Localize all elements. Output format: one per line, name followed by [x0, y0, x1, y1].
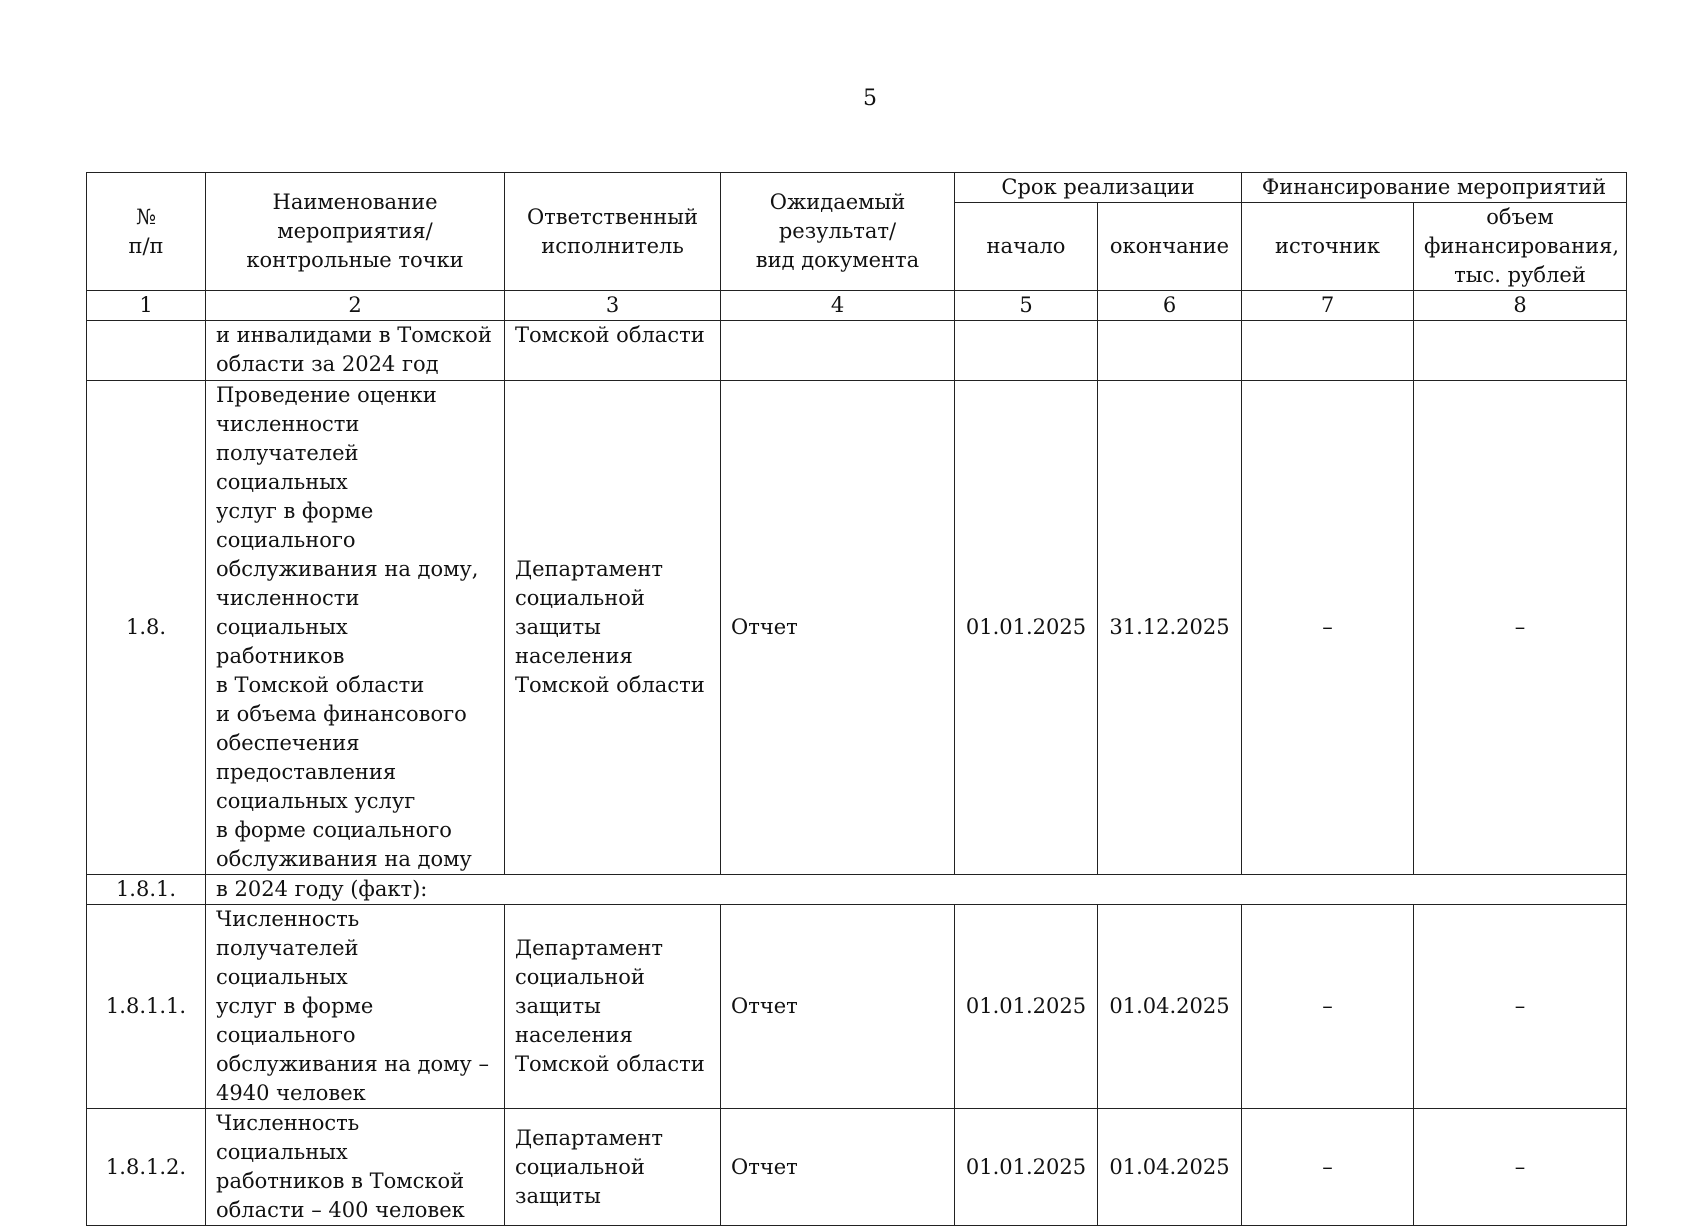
- row-start: 01.01.2025: [955, 905, 1098, 1109]
- activity-plan-table: [86, 172, 1627, 1226]
- table-row: [87, 1109, 1627, 1226]
- row-end: [1098, 321, 1242, 381]
- row-executor: Департамент социальной защиты: [505, 1109, 721, 1226]
- column-number: 7: [1242, 291, 1414, 321]
- header-financing: Финансирование мероприятий: [1242, 173, 1627, 203]
- row-start: [955, 321, 1098, 381]
- row-source: –: [1242, 381, 1414, 875]
- row-source: –: [1242, 1109, 1414, 1226]
- row-source: [1242, 321, 1414, 381]
- row-num: 1.8.1.1.: [87, 905, 206, 1109]
- row-volume: –: [1414, 1109, 1627, 1226]
- table-row: [87, 381, 1627, 875]
- row-section-title: в 2024 году (факт):: [206, 875, 1627, 905]
- header-name: Наименование мероприятия/ контрольные точки: [206, 173, 505, 291]
- column-number: 5: [955, 291, 1098, 321]
- row-name: Численность социальных работников в Томской области – 400 человек: [206, 1109, 505, 1226]
- row-name: и инвалидами в Томской области за 2024 год: [206, 321, 505, 381]
- row-num: 1.8.1.2.: [87, 1109, 206, 1226]
- table-row: [87, 905, 1627, 1109]
- row-executor: Томской области: [505, 321, 721, 381]
- column-number-row: [87, 291, 1627, 321]
- row-result: Отчет: [721, 905, 955, 1109]
- row-end: 31.12.2025: [1098, 381, 1242, 875]
- row-volume: –: [1414, 381, 1627, 875]
- row-volume: [1414, 321, 1627, 381]
- row-end: 01.04.2025: [1098, 905, 1242, 1109]
- row-name: Численность получателей социальных услуг в форме социального обслуживания на дому – 4940 человек: [206, 905, 505, 1109]
- row-name: Проведение оценки численности получателей социальных услуг в форме социального обслуживания на дому, численности социальных работников в Томской области и объема финансового обеспечения предоставления социальных услуг в форме социального обслуживания на дому: [206, 381, 505, 875]
- row-num: 1.8.1.: [87, 875, 206, 905]
- row-result: [721, 321, 955, 381]
- column-number: 6: [1098, 291, 1242, 321]
- row-result: Отчет: [721, 381, 955, 875]
- column-number: 8: [1414, 291, 1627, 321]
- header-volume: объем финансирования, тыс. рублей: [1414, 203, 1627, 291]
- header-result: Ожидаемый результат/ вид документа: [721, 173, 955, 291]
- row-executor: Департамент социальной защиты населения Томской области: [505, 905, 721, 1109]
- header-num: № п/п: [87, 173, 206, 291]
- row-num: [87, 321, 206, 381]
- header-start: начало: [955, 203, 1098, 291]
- table-row: [87, 875, 1627, 905]
- row-end: 01.04.2025: [1098, 1109, 1242, 1226]
- row-source: –: [1242, 905, 1414, 1109]
- row-num: 1.8.: [87, 381, 206, 875]
- column-number: 1: [87, 291, 206, 321]
- row-volume: –: [1414, 905, 1627, 1109]
- row-executor: Департамент социальной защиты населения Томской области: [505, 381, 721, 875]
- header-source: источник: [1242, 203, 1414, 291]
- row-start: 01.01.2025: [955, 1109, 1098, 1226]
- column-number: 2: [206, 291, 505, 321]
- header-end: окончание: [1098, 203, 1242, 291]
- header-period: Срок реализации: [955, 173, 1242, 203]
- table-row: [87, 321, 1627, 381]
- row-result: Отчет: [721, 1109, 955, 1226]
- header-executor: Ответственный исполнитель: [505, 173, 721, 291]
- row-start: 01.01.2025: [955, 381, 1098, 875]
- column-number: 4: [721, 291, 955, 321]
- column-number: 3: [505, 291, 721, 321]
- page-number: 5: [863, 86, 877, 111]
